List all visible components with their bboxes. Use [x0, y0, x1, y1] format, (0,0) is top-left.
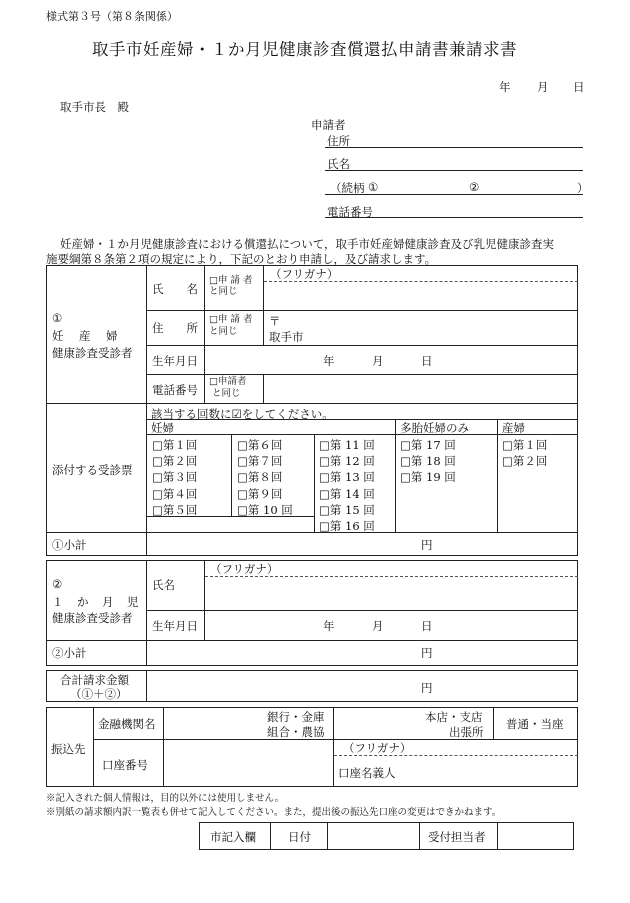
bank-name-input[interactable] [168, 716, 263, 730]
applicant-phone-input[interactable] [385, 203, 580, 217]
infant-dob-label: 生年月日 [152, 619, 198, 633]
exam-checkbox[interactable]: □第 17 回 [400, 438, 456, 452]
holder-furigana-label: （フリガナ） [343, 741, 412, 755]
relation-open: （続柄 [330, 181, 365, 195]
exam-checkbox[interactable]: □第１回 [152, 438, 198, 452]
total-label-sub: （①＋②） [70, 687, 128, 701]
relation-line [325, 194, 583, 195]
mother-name-same-checkbox[interactable]: □申 請 者 [209, 275, 253, 286]
exam-checkbox[interactable]: □第 14 回 [319, 486, 375, 501]
account-holder-input[interactable] [400, 765, 570, 779]
total-label: 合計請求金額 [60, 673, 129, 687]
applicant-address-label: 住所 [327, 134, 350, 148]
bank-type-option-1[interactable]: 銀行・金庫 [267, 710, 325, 724]
section-1-label-a: 妊 産 婦 [52, 329, 120, 343]
bank-type-option-2[interactable]: 組合・農協 [267, 725, 325, 739]
date-month-label: 月 [537, 80, 549, 94]
section-2-label-a: １ か 月 児 [52, 595, 140, 609]
mother-address-same-checkbox[interactable]: □申 請 者 [209, 314, 253, 325]
mother-name-label: 氏 名 [152, 282, 198, 296]
exam-checkbox[interactable]: □第３回 [152, 470, 198, 485]
exam-checkbox[interactable]: □第 10 回 [237, 502, 293, 517]
relation-1-label: ① [368, 180, 379, 194]
form-number: 様式第３号（第８条関係） [46, 10, 178, 23]
date-day-label: 日 [573, 80, 585, 94]
branch-type-option-2[interactable]: 出張所 [449, 725, 484, 739]
transfer-label: 振込先 [51, 742, 86, 756]
section-2-label-b: 健康診査受診者 [52, 611, 133, 625]
exam-checkbox[interactable]: □第９回 [237, 486, 283, 501]
exam-checkbox[interactable]: □第６回 [237, 438, 283, 452]
pregnant-heading: 妊婦 [151, 421, 174, 435]
office-staff-label: 受付担当者 [428, 830, 486, 844]
exam-checkbox[interactable]: □第 18 回 [400, 454, 456, 469]
mother-name-furigana-label: （フリガナ） [270, 267, 339, 281]
mother-dob-label: 生年月日 [152, 354, 198, 368]
multiple-heading: 多胎妊婦のみ [400, 421, 469, 435]
addressee: 取手市長 殿 [60, 100, 129, 114]
postpartum-heading: 産婦 [502, 421, 525, 435]
note-1: ※記入された個人情報は，目的以外には使用しません。 [46, 793, 285, 804]
exam-instruction: 該当する回数に☑をしてください。 [151, 407, 334, 421]
mother-name-input[interactable] [270, 288, 570, 302]
mother-address-label: 住 所 [152, 321, 198, 335]
date-year-label: 年 [499, 80, 511, 94]
exam-checkbox[interactable]: □第１回 [502, 438, 548, 452]
address-city: 取手市 [269, 330, 304, 344]
subtotal-2-input[interactable] [160, 645, 410, 659]
exam-checkbox[interactable]: □第２回 [152, 454, 198, 469]
applicant-name-line [325, 170, 583, 171]
infant-furigana-label: （フリガナ） [210, 562, 279, 576]
infant-name-input[interactable] [212, 584, 572, 598]
intro-line-1: 妊産婦・１か月児健康診査における償還払について，取手市妊産婦健康診査及び乳児健康診査実 [60, 237, 555, 251]
applicant-address-line [325, 147, 583, 148]
bank-name-label: 金融機関名 [98, 717, 156, 731]
exam-checkbox[interactable]: □第 12 回 [319, 454, 375, 469]
relation-close: ） [577, 181, 589, 195]
intro-line-2: 施要綱第８条第２項の規定により，下記のとおり申請し，及び請求します。 [46, 252, 437, 266]
exam-col-5 [502, 437, 547, 469]
postal-mark: 〒 [269, 314, 281, 328]
subtotal-1-input[interactable] [160, 537, 410, 551]
account-holder-label: 口座名義人 [338, 766, 396, 780]
section-1-number: ① [52, 311, 63, 325]
exam-col-3 [319, 437, 375, 534]
exam-checkbox[interactable]: □第８回 [237, 470, 283, 485]
subtotal-1-label: ①小計 [52, 538, 87, 552]
applicant-address-input[interactable] [360, 132, 580, 146]
exam-sheets-label: 添付する受診票 [52, 463, 133, 477]
office-date-label: 日付 [288, 830, 311, 844]
applicant-heading: 申請者 [311, 118, 346, 132]
relation-2-label: ② [469, 180, 480, 194]
applicant-name-input[interactable] [360, 155, 580, 169]
note-2: ※別紙の請求額内訳一覧表も併せて記入してください。また，提出後の振込先口座の変更はできかねます。 [46, 807, 502, 818]
account-type-option[interactable]: 普通・当座 [506, 717, 564, 731]
exam-checkbox[interactable]: □第４回 [152, 486, 198, 501]
section-1-label-b: 健康診査受診者 [52, 346, 133, 360]
exam-checkbox[interactable]: □第２回 [502, 454, 548, 469]
mother-phone-label: 電話番号 [152, 383, 198, 397]
infant-name-label: 氏名 [152, 578, 175, 592]
account-number-input[interactable] [168, 757, 328, 771]
applicant-name-label: 氏名 [327, 157, 350, 171]
applicant-phone-line [325, 217, 583, 218]
exam-checkbox[interactable]: □第 15 回 [319, 502, 375, 517]
exam-checkbox[interactable]: □第 19 回 [400, 470, 456, 485]
mother-phone-input[interactable] [270, 382, 570, 396]
exam-checkbox[interactable]: □第５回 [152, 502, 198, 517]
exam-col-4 [400, 437, 456, 486]
branch-type-option-1[interactable]: 本店・支店 [425, 710, 483, 724]
office-entry-label: 市記入欄 [210, 830, 256, 844]
account-number-label: 口座番号 [102, 758, 148, 772]
section-2-number: ② [52, 577, 63, 591]
branch-name-input[interactable] [338, 716, 423, 730]
exam-col-2 [237, 437, 293, 518]
exam-checkbox[interactable]: □第７回 [237, 454, 283, 469]
exam-checkbox[interactable]: □第 11 回 [319, 438, 375, 452]
exam-checkbox[interactable]: □第 13 回 [319, 470, 375, 485]
exam-col-1 [152, 437, 197, 518]
section-1-label-divider [146, 265, 147, 556]
exam-checkbox[interactable]: □第 16 回 [319, 519, 375, 534]
total-input[interactable] [160, 680, 410, 694]
subtotal-2-label: ②小計 [52, 646, 87, 660]
mother-phone-same-checkbox[interactable]: □申請者 [209, 376, 247, 387]
page-title: 取手市妊産婦・１か月児健康診査償還払申請書兼請求書 [92, 40, 517, 59]
applicant-phone-label: 電話番号 [327, 205, 373, 219]
